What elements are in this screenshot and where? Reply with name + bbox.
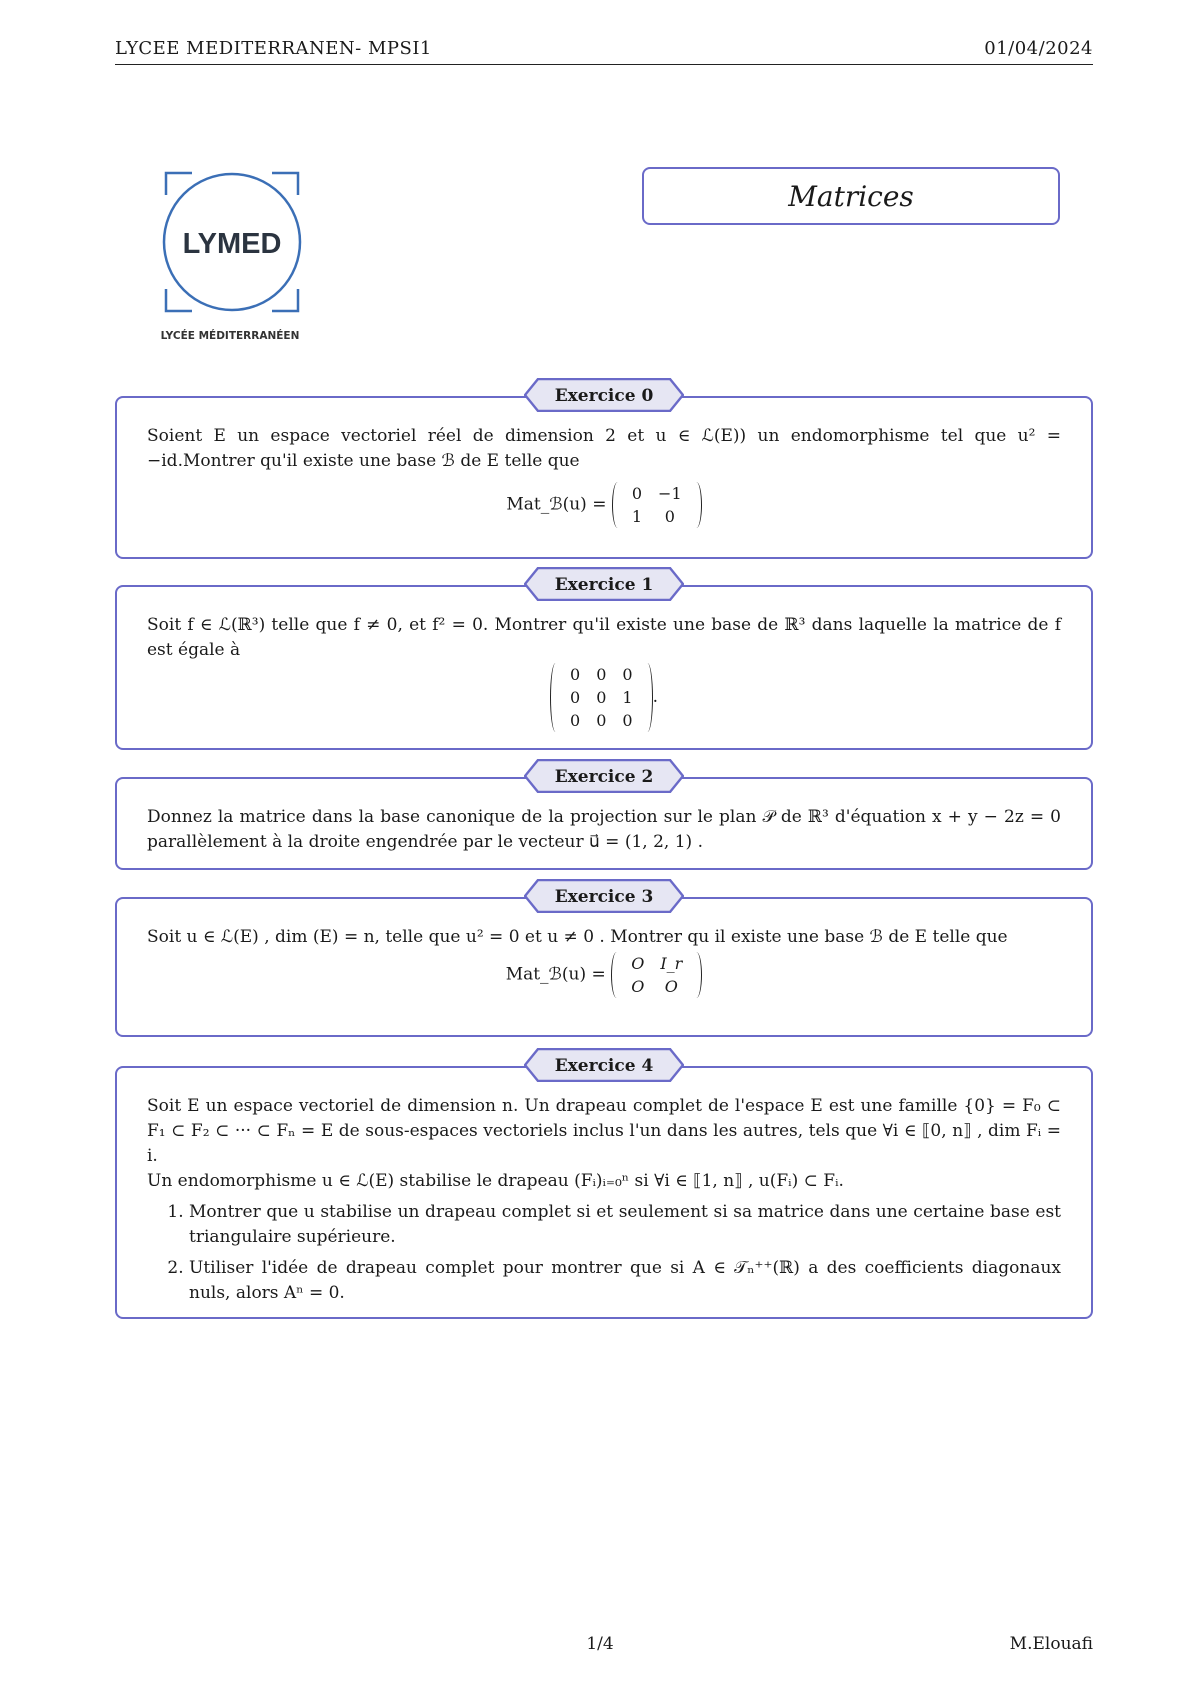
exercise-1-label-text: Exercice 1: [554, 575, 654, 595]
exercise-2-label-text: Exercice 2: [554, 767, 654, 787]
matrix-cell: 0: [631, 484, 643, 503]
header-left: LYCEE MEDITERRANEN- MPSI1: [115, 38, 432, 59]
exercise-2-text: Donnez la matrice dans la base canonique de la projection sur le plan 𝒫 de ℝ³ d'équation x + y − 2z = 0 parallèlement à la droite engendrée par le vecteur u⃗ = (1, 2, 1) .: [147, 807, 1061, 852]
matrix-cell: O: [664, 977, 678, 996]
matrix-cell: −1: [658, 484, 682, 503]
exercise-4-box: [115, 1056, 1093, 1319]
list-item: 2. Utiliser l'idée de drapeau complet pour montrer que si A ∈ 𝒯ₙ⁺⁺(ℝ) a des coefficients diagonaux nuls, alors Aⁿ = 0.: [189, 1256, 1061, 1306]
exercise-0-label: [524, 378, 684, 412]
matrix-cell: 0: [622, 665, 633, 684]
matrix-cell: 0: [570, 711, 581, 730]
header-rule: [115, 64, 1093, 65]
exercise-3-box: [115, 887, 1093, 1037]
exercise-4-list: [147, 1200, 1061, 1306]
exercise-3-formula: [147, 952, 1061, 998]
exercise-0-box: [115, 386, 1093, 559]
matrix-cell: 0: [622, 711, 633, 730]
exercise-0-formula: [147, 482, 1061, 528]
exercise-3-label-text: Exercice 3: [554, 887, 654, 907]
exercise-0-matrix: [612, 482, 702, 528]
exercise-0-text: Soient E un espace vectoriel réel de dimension 2 et u ∈ ℒ(E)) un endomorphisme tel que u² = −id.Montrer qu'il existe une base ℬ de E telle que: [147, 426, 1061, 471]
matrix-cell: I_r: [660, 954, 683, 973]
matrix-cell: 0: [570, 665, 581, 684]
exercise-1-matrix: [550, 663, 653, 732]
exercise-3-matrix: [611, 952, 702, 998]
exercise-2-box: [115, 767, 1093, 870]
title-box: [642, 167, 1060, 225]
matrix-cell: 0: [664, 507, 675, 526]
exercise-4-text2: Un endomorphisme u ∈ ℒ(E) stabilise le drapeau (Fᵢ)ᵢ₌₀ⁿ si ∀i ∈ ⟦1, n⟧ , u(Fᵢ) ⊂ Fᵢ.: [147, 1171, 844, 1191]
exercise-1-text: Soit f ∈ ℒ(ℝ³) telle que f ≠ 0, et f² = 0. Montrer qu'il existe une base de ℝ³ dans laquelle la matrice de f est égale à: [147, 615, 1061, 660]
matrix-cell: 0: [596, 688, 607, 707]
svg-text:LYMED: LYMED: [182, 228, 282, 260]
matrix-cell: O: [631, 954, 645, 973]
footer-author: M.Elouafi: [1009, 1634, 1093, 1654]
matrix-cell: 0: [596, 711, 607, 730]
exercise-4-label-text: Exercice 4: [554, 1056, 654, 1076]
matrix-cell: O: [631, 977, 645, 996]
matrix-cell: 0: [570, 688, 581, 707]
exercise-1-formula: [147, 663, 1061, 732]
school-logo: [158, 165, 306, 345]
exercise-0-label-text: Exercice 0: [554, 386, 654, 406]
exercise-1-box: [115, 575, 1093, 750]
page-title: Matrices: [788, 179, 914, 213]
exercise-1-period: .: [652, 687, 658, 707]
header-date: 01/04/2024: [984, 38, 1093, 59]
matrix-cell: 0: [596, 665, 607, 684]
exercise-3-text: Soit u ∈ ℒ(E) , dim (E) = n, telle que u² = 0 et u ≠ 0 . Montrer qu il existe une base ℬ de E telle que: [147, 927, 1008, 947]
matrix-cell: 1: [631, 507, 643, 526]
exercise-3-lhs: Mat_ℬ(u) =: [505, 964, 606, 985]
exercise-2-label: [524, 759, 684, 793]
exercise-0-lhs: Mat_ℬ(u) =: [506, 494, 607, 515]
logo-caption: LYCÉE MÉDITERRANÉEN: [160, 330, 300, 342]
page-number: 1/4: [586, 1634, 614, 1654]
exercise-4-label: [524, 1048, 684, 1082]
exercise-4-text: Soit E un espace vectoriel de dimension n. Un drapeau complet de l'espace E est une famille {0} = F₀ ⊂ F₁ ⊂ F₂ ⊂ ··· ⊂ Fₙ = E de sous-espaces vectoriels inclus l'un dans les autres, tels que ∀i ∈ ⟦0, n⟧ , dim Fᵢ = i.: [147, 1096, 1061, 1166]
list-item: 1. Montrer que u stabilise un drapeau complet si et seulement si sa matrice dans une certaine base est triangulaire supérieure.: [189, 1200, 1061, 1250]
exercise-3-label: [524, 879, 684, 913]
matrix-cell: 1: [622, 688, 633, 707]
exercise-1-label: [524, 567, 684, 601]
